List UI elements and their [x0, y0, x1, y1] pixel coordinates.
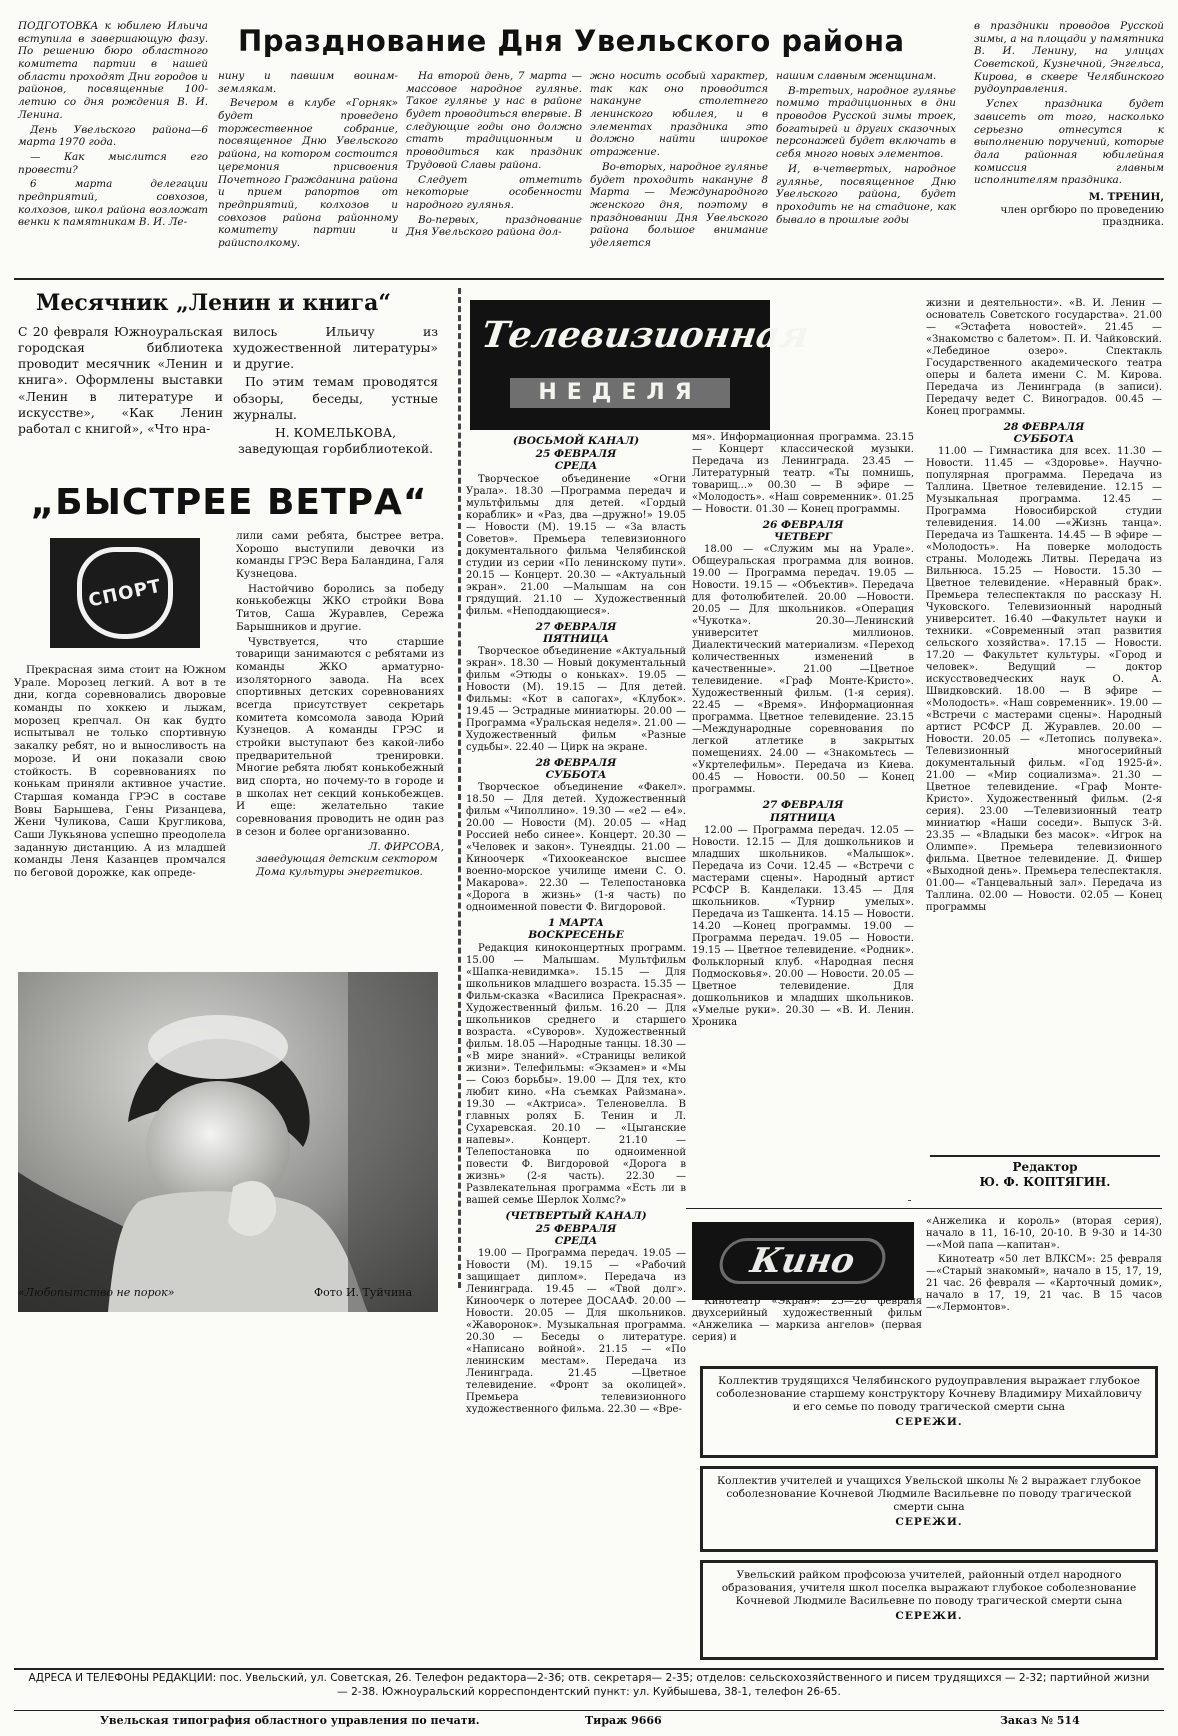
tv-c1-text1: Творческое объединение «Огни Урала». 18.30 —Программа передач и мультфильмы для детей. «Гордый кораблик» и «Раз, два —дружно!» 19.05 — Новости (М). 19.15 — «За власть Советов». Премьера телевизионного документального фильма Челябинской студии из серии «По ленинскому пути». 20.15 — Концерт. 20.30 — «Актуальный экран». 21.00 —Малышам на сон грядущий. 21.10 — Художественный фильм. «Неподдающиеся». — [466, 473, 686, 617]
divider-footer-2 — [14, 1710, 1164, 1711]
tv-c1-text5: 19.00 — Программа передач. 19.05 — Новости (М). 19.15 — «Рабочий защищает диплом». Передача из Ленинграда. 19.45 — «Твой долг». Киноочерк о лотерее ДОСААФ. 20.00 — Новости. 20.05 — Для школьников. «Жаворонок». Музыкальная программа. 20.30 — Беседы о литературе. «Написано войной». 21.15 — «По ленинским местам». Передача из Ленинграда. 21.45 —Цветное телевидение. «Фронт за околицей». Премьера телевизионного художественного фильма. 22.30 — «Вре- — [466, 1248, 686, 1416]
top-col4-p2: Во-вторых, народное гулянье будет проходить накануне 8 Марта — Международного женского дня, поэтому в праздновании Дня Увельского района большое внимание уделяется — [590, 160, 768, 249]
top-article — [18, 18, 1164, 268]
top-col4-p1: жно носить особый характер, так как оно проводится накануне столетнего ленинского юбилея, и в элементах праздника это должно найти широкое отражение. — [590, 70, 768, 159]
kino-right-p2: Кинотеатр «50 лет ВЛКСМ»: 25 февраля—«Старый знакомый», начало в 15, 17, 19, 21 час. 26 февраля — «Карточный домик», начало в 17, 19, 21 час. В 15 часов—«Лермонтов». — [926, 1254, 1162, 1313]
tv-c2-day2-weekday: ПЯТНИЦА — [769, 811, 837, 824]
tv-channel-8: (ВОСЬМОЙ КАНАЛ) — [512, 435, 640, 447]
tv-logo-week: НЕДЕЛЯ — [510, 378, 730, 408]
sport-emblem-text: СПОРТ — [86, 575, 164, 611]
tv-c2-day2: 27 ФЕВРАЛЯ — [762, 799, 844, 812]
top-col1-p3: — Как мыслится его провести? — [18, 150, 208, 176]
tv-c2-day1: 26 ФЕВРАЛЯ — [762, 519, 844, 531]
kino-logo — [692, 1222, 914, 1300]
tv-c3-day1-weekday: СУББОТА — [1013, 433, 1075, 446]
footer-order: Заказ № 514 — [1000, 1714, 1080, 1727]
sport-right-text — [236, 530, 444, 965]
editor-name: Ю. Ф. КОПТЯГИН. — [979, 1175, 1111, 1189]
condolence-1-text: Коллектив трудящихся Челябинского рудоуправления выражает глубокое соболезнование старшему конструктору Кочневу Владимиру Михайловичу и его семье по поводу трагической смерти сына — [716, 1375, 1142, 1413]
sport-right-p3: Чувствуется, что старшие товарищи занимаются с ребятами из команды ЖКО арматурно-изоляторного завода. На всех спортивных детских соревнованиях всегда присутствует секретарь комитета комсомола завода Юрий Кузнецов. А команды ГРЭС и стройки выступают без какой-либо предварительной тренировки. Многие ребята любят конькобежный вид спорта, но почему-то в городе и в школах нет секций конькобежцев. И еще: желательно такие соревнования проводить не один раз в сезон и более организованно. — [236, 635, 444, 838]
condolence-1-sig: СЕРЕЖИ. — [895, 1415, 963, 1428]
kino-bottom — [692, 1296, 922, 1344]
top-col5-p3: И, в-четвертых, народное гулянье, посвященное Дню Увельского района, будет проходить не на стадионе, как бывало в прошлые годы — [776, 162, 956, 226]
kino-right — [926, 1216, 1162, 1326]
top-col2-p2: Вечером в клубе «Горняк» будет проведено торжественное собрание, посвященное Дню Увельского района, на котором состоится церемония присвоения Почетного Гражданина района и прием рапортов от предприятий, колхозов и совхозов района районному комитету партии и райисполкому. — [218, 97, 398, 249]
lenin-book-article — [18, 288, 438, 488]
top-col6-p2: Успех праздника будет зависеть от того, насколько серьезно отнесутся к выполнению поручений, которые дала районная юбилейная комиссия главным исполнителям праздника. — [974, 98, 1164, 187]
tv-c1-day5: 25 ФЕВРАЛЯ — [535, 1222, 617, 1235]
condolence-3-text: Увельский райком профсоюза учителей, районный отдел народного образования, учителя школ поселка выражают глубокое соболезнование Кочневой Людмиле Васильевне по поводу трагической смерти сына — [721, 1569, 1137, 1607]
tv-c3-text1: 11.00 — Гимнастика для всех. 11.30 — Новости. 11.45 — «Здоровье». Научно-популярная программа. Передача из Таллина. Цветное телевидение. 12.15 —Музыкальная программа. 12.45 — Программа Новосибирской студии телевидения. 14.00 —«Жизнь танца». Передача из Ташкента. 14.45 — В эфире — «Молодость». На поверке молодость страны. Молодежь Литвы. Передача из Вильнюса. 15.25 — Новости. 15.30 —Цветное телевидение. «Неравный брак». Премьера телеспектакля по рассказу Н. Чуковского. Телевизионный народный университет. 16.40 —Факультет науки и техники. «Современный этап развития сельского хозяйства». 17.15 — Новости. 17.20 — Факультет культуры. «Город и человек». Ведущий — доктор искусствоведческих наук О. А. Швидковский. 18.00 — В эфире — «Молодость». «Наш современник». 19.00 — «Встречи с мастерами сцены». Народный артист РСФСР Д. Журавлев. 20.00 — Новости. 20.05 — «Летопись полувека». Телевизионный многосерийный документальный фильм. «Год 1925-й». 21.00 — «Мир социализма». 21.30 — Цветное телевидение. «Граф Монте-Кристо». Художественный фильм. (2-я серия). 23.00 —Телевизионный театр миниатюр «Наши соседи». Выпуск 3-й. 23.35 — «Владыки без масок». «Игрок на Олимпе». Премьера телевизионного фильма. Цветное телевидение. Д. Фишер «Выходной день». Премьера телеспектакля. 01.00— «Танцевальный зал». Передача из Таллина. 02.00 — Новости. 02.05 — Конец программы — [926, 446, 1162, 914]
tv-col-1 — [466, 432, 686, 1642]
tv-c3-day1: 28 ФЕВРАЛЯ — [1003, 421, 1085, 433]
condolence-2-sig: СЕРЕЖИ. — [895, 1515, 963, 1528]
tv-c1-day4-weekday: ВОСКРЕСЕНЬЕ — [528, 929, 624, 942]
divider-footer — [14, 1668, 1164, 1670]
tv-c1-text3: Творческое объединение «Факел». 18.50 — Для детей. Художественный фильм «Чиполлино». 19.30 — «е2 — е4». 20.00 — Новости (М). 20.05 — «Над Россией небо синее». Концерт. 20.30 — «Человек и закон». Тунеядцы. 21.00 — Киноочерк «Тихоокеанское высшее военно-морское училище имени С. О. Макарова». 22.30 — Телепостановка «Дорога в жизнь» (1-я часть) по одноименной повести Ф. Вигдоровой. — [466, 782, 686, 914]
tv-col-3 — [926, 298, 1162, 1148]
condolence-2 — [700, 1466, 1158, 1552]
headline: Празднование Дня Увельского района — [238, 24, 905, 58]
top-col1-lead: ПОДГОТОВКА к юбилею Ильича вступила в завершающую фазу. По решению бюро областного комитета партии в нашей области проходят Дни городов и районов, посвященные 100-летию со дня рождения В. И. Ленина. — [18, 20, 208, 121]
tv-c1-day2: 27 ФЕВРАЛЯ — [535, 620, 617, 633]
divider-editor — [686, 1208, 1162, 1209]
top-col6-p1: в праздники проводов Русской зимы, а на площади у памятника В. И. Ленину, на улицах Советской, Кузнечной, Энгельса, Кирова, в сквере Челябинского рудоуправления. — [974, 20, 1164, 96]
top-signature-role: член оргбюро по проведению праздника. — [1000, 203, 1164, 229]
sport-emblem-shield — [77, 547, 173, 639]
tv-c2-day1-weekday: ЧЕТВЕРГ — [774, 531, 832, 544]
lenin-p3: По этим темам проводятся обзоры, беседы, устные журналы. — [233, 374, 438, 422]
top-col-6 — [974, 20, 1164, 265]
lenin-book-title: Месячник „Ленин и книга“ — [36, 290, 392, 316]
top-col-1 — [18, 20, 208, 265]
sport-signature: Л. ФИРСОВА, — [368, 840, 444, 853]
tv-c1-day4: 1 МАРТА — [548, 917, 604, 930]
lenin-role: заведующая горбиблиотекой. — [237, 440, 434, 456]
divider-top — [14, 278, 1164, 280]
tv-c2-text2: 12.00 — Программа передач. 12.05 — Новости. 12.15 — Для дошкольников и младших школьников. «Малышок». Передача из Сочи. 12.45 — «Встречи с мастерами сцены». Народный артист РСФСР В. Канделаки. 13.45 — Для школьников. «Турнир умелых». Передача из Ташкента. 14.15 — Новости. 14.20 —Конец программы. 19.00 — Программа передач. 19.05 — Новости. 19.15 — Цветное телевидение. «Родник». Фольклорный клуб. «Народная песня Подмосковья». 20.00 — Новости. 20.05 — Цветное телевидение. Для дошкольников и младших школьников. «Умелые руки». 20.30 — «В. И. Ленин. Хроника — [692, 824, 914, 1028]
top-col1-p2: День Увельского района—6 марта 1970 года. — [18, 123, 208, 149]
top-col-4 — [590, 70, 768, 265]
condolence-3-sig: СЕРЕЖИ. — [895, 1609, 963, 1622]
tv-channel-4: (ЧЕТВЕРТЫЙ КАНАЛ) — [505, 1209, 647, 1222]
kino-logo-text: Кино — [716, 1238, 889, 1284]
top-col3-p3: Во-первых, празднование Дня Увельского района дол- — [406, 213, 582, 239]
tv-logo — [470, 300, 812, 430]
top-col-5 — [776, 70, 956, 265]
kino-bottom-p: Кинотеатр «Экран»: 25—26 февраля двухсерийный художественный фильм «Анжелика — маркиза ангелов» (первая серия) и — [692, 1296, 922, 1343]
top-col1-p4: 6 марта делегации предприятий, совхозов, колхозов, школ района возложат венки к памятникам В. И. Ле- — [18, 178, 208, 229]
sport-left-text — [14, 664, 226, 964]
lenin-col-2 — [233, 324, 438, 474]
tv-c1-day2-weekday: ПЯТНИЦА — [542, 632, 610, 645]
top-col5-p2: В-третьих, народное гулянье помимо традиционных в дни проводов Русской зимы троек, богатырей и других сказочных персонажей будет включать в себя много новых элементов. — [776, 84, 956, 161]
photo-caption: «Любопытство не порок» — [18, 1286, 175, 1299]
lenin-p2: вилось Ильичу из художественной литературы» и другие. — [233, 324, 438, 372]
lenin-p1: С 20 февраля Южноуральская городская библиотека проводит месячник «Ленин и книга». Оформлены выставки «Ленин в литературе и искусстве», «Как Ленин работал с книгой», «Что нра- — [18, 324, 223, 436]
condolence-3 — [700, 1560, 1158, 1660]
tv-c2-text1: 18.00 — «Служим мы на Урале». Общеуральская программа для воинов. 19.00 — Программа передач. 19.05 — Новости. 19.15 — «Объектив». Передача для фотолюбителей. 20.00 —Новости. 20.05 — Для школьников. «Операция «Чукотка». 20.30—Ленинский университет миллионов. Диалектический материализм. «Переход количественных изменений в качественные». 21.00 —Цветное телевидение. «Граф Монте-Кристо». Художественный фильм. (1-я серия). 22.45 — «Время». Информационная программа. Цветное телевидение. 23.15 —Международные соревнования по легкой атлетике в закрытых помещениях. 24.00 — «Знакомьтесь — «Укртелефильм». Передача из Киева. 00.45 — Новости. 00.50 — Конец программы. — [692, 544, 914, 796]
top-col3-p1: На второй день, 7 марта — массовое народное гулянье. Такое гулянье у нас в районе будет проводиться впервые. В следующие годы оно должно стать традиционным и проводиться как праздник Трудовой Славы района. — [406, 70, 582, 171]
lenin-col-1 — [18, 324, 223, 474]
condolence-2-text: Коллектив учителей и учащихся Увельской школы № 2 выражает глубокое соболезнование Кочневой Людмиле Васильевне по поводу трагической смерти сына — [716, 1475, 1142, 1513]
tv-c1-day3-weekday: СУББОТА — [545, 769, 607, 782]
top-col-2 — [218, 70, 398, 265]
editor-label: Редактор — [1012, 1160, 1078, 1174]
top-col3-p2: Следует отметить некоторые особенности народного гулянья. — [406, 173, 582, 211]
tv-c1-day1: 25 ФЕВРАЛЯ — [535, 448, 617, 461]
tv-c1-day5-weekday: СРЕДА — [554, 1234, 598, 1247]
kino-right-p1: «Анжелика и король» (вторая серия), начало в 11, 16-10, 20-10. В 9-30 и 14-30 —«Мой папа —капитан». — [926, 1216, 1162, 1251]
photo-image — [18, 972, 438, 1312]
photo-bow — [148, 1015, 288, 1079]
tv-logo-script: Телевизионная — [479, 314, 812, 356]
sport-right-p2: Настойчиво боролись за победу конькобежцы ЖКО стройки Вова Титов, Саша Журавлев, Сережа Барышников и другие. — [236, 582, 444, 633]
photo-block — [14, 968, 444, 1308]
condolence-1 — [700, 1366, 1158, 1458]
photo-credit: Фото И. Туйчина — [314, 1286, 413, 1299]
editor-rule — [930, 1155, 1160, 1157]
top-col2-p1: нину и павшим воинам-землякам. — [218, 70, 398, 95]
sport-right-p1: лили сами ребята, быстрее ветра. Хорошо выступили девочки из команды ГРЭС Вера Баландина, Галя Кузнецова. — [236, 530, 444, 581]
tv-border-left — [458, 288, 461, 1288]
tv-c1-text4: Редакция киноконцертных программ. 15.00 — Малышам. Мультфильм «Шапка-невидимка». 15.15 — Для школьников младшего возраста. 15.35 — Фильм-сказка «Василиса Прекрасная». Художественный фильм. 16.20 — Для школьников среднего и старшего возраста. «Суворов». Художественный фильм. 18.05 —Народные танцы. 18.30 — «В мире знаний». «Страницы великой жизни». Телефильмы: «Экзамен» и «Мы — Союз борьбы». 19.00 — Для тех, кто любит кино. «На съемках Райзмана». 19.30 — «Актриса». Теленовелла. В главных ролях Б. Тенин и Л. Сухаревская. 20.10 — «Цыганские напевы». Концерт. 21.10 — Телепостановка по одноименной повести Ф. Вигдоровой «Дорога в жизнь» (2-я часть). 22.30 — Развлекательная программа «Есть ли в вашей семье Шерлок Холмс?» — [466, 942, 686, 1206]
photo-dark-right — [348, 972, 438, 1312]
tv-c1-text2: Творческое объединение «Актуальный экран». 18.30 — Новый документальный фильм «Этюды о коньках». 19.05 — Новости (М). 19.15 — Для детей. Фильмы: «Кот в сапогах», «Клубок». 19.45 — Эстрадные миниатюры. 20.00 — Программа «Уральская неделя». 21.00 — Художественный фильм «Разные судьбы». 22.40 — Цирк на экране. — [466, 645, 686, 753]
sport-article — [14, 480, 444, 965]
sport-role: заведующая детским сектором Дома культуры энергетиков. — [256, 853, 438, 878]
lenin-signature: Н. КОМЕЛЬКОВА, — [274, 424, 397, 440]
sport-title: „БЫСТРЕЕ ВЕТРА“ — [30, 482, 428, 523]
top-col-3 — [406, 70, 582, 265]
tv-col-2 — [692, 432, 914, 1212]
top-signature: М. ТРЕНИН, — [1088, 190, 1164, 203]
top-col5-p1: нашим славным женщинам. — [776, 70, 937, 82]
footer-printer: Увельская типография областного управления по печати. — [100, 1714, 480, 1727]
sport-left-p: Прекрасная зима стоит на Южном Урале. Морозец легкий. А вот в те дни, когда соревновались дворовые команды по хоккею и лыжам, морозец крепчал. Он как будто испытывал не только спортивную закалку ребят, но и выносливость на морозе. И они показали свою стойкость. В соревнованиях по конькам приняли активное участие. Старшая команда ГРЭС в составе Вовы Барышева, Гены Ризанцева, Жени Чуликова, Саши Кругликова, Саши Лукьянова успешно преодолела заданную дистанцию. А из младшей команды Леня Казанцев промчался по беговой дорожке, как опреде- — [14, 664, 226, 879]
footer-circulation: Тираж 9666 — [585, 1714, 662, 1727]
tv-c3-text0: жизни и деятельности». «В. И. Ленин — основатель Советского государства». 21.00 — «Эстафета новостей». 21.45 — «Знакомство с балетом». П. И. Чайковский. «Лебединое озеро». Спектакль Государственного академического театра оперы и балета имени С. М. Кирова. Передача из Ленинграда (в записи). Передачу ведет С. Виноградов. 00.45 — Конец программы. — [926, 298, 1162, 417]
tv-c2-text0: мя». Информационная программа. 23.15 — Концерт классической музыки. Передача из Ленинграда. 23.45 — Литературный театр. «Ты помнишь, товарищ...» 00.30 — В эфире — «Молодость». «Наш современник». 01.25 — Новости. 01.30 — Конец программы. — [692, 432, 914, 515]
editor-block — [930, 1160, 1160, 1200]
footer-addresses: АДРЕСА И ТЕЛЕФОНЫ РЕДАКЦИИ: пос. Увельский, ул. Советская, 26. Телефон редактора—2-36; отв. секретаря— 2-35; отделов: сельскохозяйственного и писем трудящихся — 2-32; партийной жизни — 2-38. Южноуральский корреспондентский пункт: ул. Куйбышева, 38-1, телефон 26-65. — [28, 1672, 1150, 1698]
sport-emblem — [50, 538, 200, 648]
tv-c1-day1-weekday: СРЕДА — [554, 460, 598, 473]
tv-c1-day3: 28 ФЕВРАЛЯ — [535, 756, 617, 769]
